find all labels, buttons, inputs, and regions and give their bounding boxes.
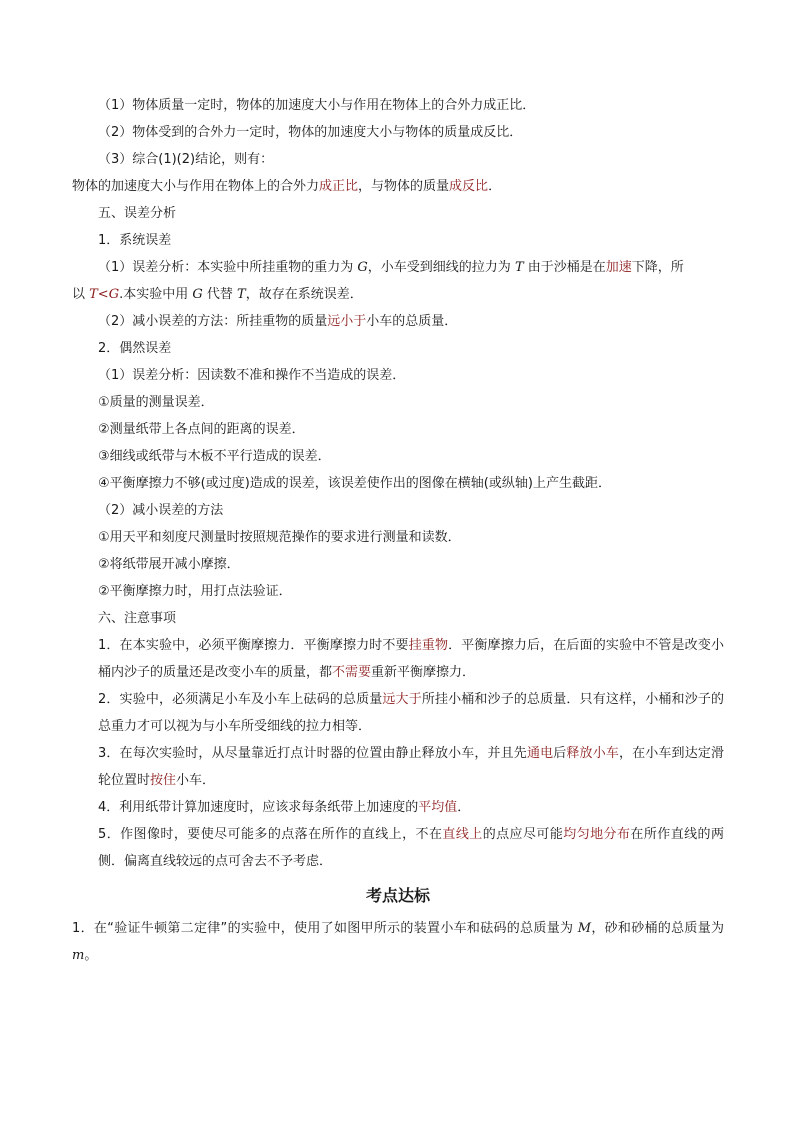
var-t: T (237, 287, 246, 302)
exam-section-title: 考点达标 (365, 886, 430, 905)
text: ，砂和砂桶的总质量为 (591, 921, 724, 936)
var-t: T (514, 260, 524, 275)
text: 所挂小桶和沙子的总质量．只有这样，小桶和沙子的总重力才可以视为与小车所受细线的拉力相等． (98, 692, 724, 734)
text: 的点应尽可能 (482, 827, 564, 842)
text: 1．在“验证牛顿第二定律”的实验中，使用了如图甲所示的装置小车和砝码的总质量为 (72, 921, 578, 936)
highlight: 远小于 (327, 314, 367, 329)
inequality: T<G (89, 287, 120, 302)
systematic-error-analysis (72, 254, 724, 281)
highlight: 不需要 (332, 665, 372, 680)
conclusion-4 (72, 173, 724, 200)
accidental-method-1: ①用天平和刻度尺测量时按照规范操作的要求进行测量和读数． (98, 530, 461, 545)
question-1 (72, 915, 724, 969)
highlight: 成正比 (319, 179, 359, 194)
highlight: 按住 (150, 773, 177, 788)
note-5 (72, 821, 724, 875)
text: 以 (72, 287, 90, 302)
text: （1）误差分析：本实验中所挂重物的重力为 (98, 260, 358, 275)
systematic-error-title: 1．系统误差 (98, 233, 172, 248)
accidental-error-item-4: ④平衡摩擦力不够(或过度)造成的误差，该误差使作出的图像在横轴(或纵轴)上产生截距． (98, 476, 611, 491)
highlight: 均匀地分布 (563, 827, 631, 842)
highlight: 平均值 (418, 800, 458, 815)
accidental-method-2: ②将纸带展开减小摩擦． (98, 557, 240, 572)
text: 由于沙桶是在 (523, 260, 606, 275)
text: ． (488, 179, 502, 194)
note-3 (72, 740, 724, 794)
accidental-error-analysis: （1）误差分析：因读数不准和操作不当造成的误差． (98, 368, 406, 383)
accidental-error-item-1: ①质量的测量误差． (98, 395, 214, 410)
var-m: M (577, 921, 592, 936)
systematic-error-method (72, 308, 724, 335)
text: 小车的总质量． (366, 314, 458, 329)
text: ，与物体的质量 (358, 179, 450, 194)
text: ． (457, 800, 471, 815)
conclusion-2: （2）物体受到的合外力一定时，物体的加速度大小与物体的质量成反比． (98, 125, 523, 140)
text: ，在小车到达定滑轮位置时 (98, 746, 724, 788)
text: 2．实验中，必须满足小车及小车上砝码的总质量 (98, 692, 383, 707)
var-m-small: m (72, 948, 85, 963)
section-5-title: 五、误差分析 (98, 206, 177, 221)
highlight: 远大于 (382, 692, 422, 707)
highlight: 加速 (605, 260, 632, 275)
text: 在所作直线的两侧．偏离直线较远的点可舍去不予考虑． (98, 827, 724, 869)
text: 5．作图像时，要使尽可能多的点落在所作的直线上，不在 (98, 827, 443, 842)
text: （2）减小误差的方法：所挂重物的质量 (98, 314, 328, 329)
text: 4．利用纸带计算加速度时，应该求每条纸带上加速度的 (98, 800, 419, 815)
conclusion-3: （3）综合(1)(2)结论，则有： (98, 152, 274, 167)
text: ，故存在系统误差． (245, 287, 363, 302)
section-6-title: 六、注意事项 (98, 611, 177, 626)
text: 3．在每次实验时，从尽量靠近打点计时器的位置由静止释放小车，并且先 (98, 746, 527, 761)
text: 下降，所 (631, 260, 684, 275)
text: 。 (84, 948, 98, 963)
var-g: G (192, 287, 203, 302)
conclusion-1: （1）物体质量一定时，物体的加速度大小与作用在物体上的合外力成正比． (98, 98, 536, 113)
text: 物体的加速度大小与作用在物体上的合外力 (72, 179, 320, 194)
note-4 (72, 794, 724, 821)
note-1 (72, 632, 724, 686)
text: ．平衡摩擦力后，在后面的实验中不管是改变小桶内沙子的质量还是改变小车的质量，都 (98, 638, 724, 680)
text: 代替 (202, 287, 238, 302)
accidental-error-item-3: ③细线或纸带与木板不平行造成的误差． (98, 449, 331, 464)
text: 1．在本实验中，必须平衡摩擦力．平衡摩擦力时不要 (98, 638, 409, 653)
highlight: 直线上 (442, 827, 483, 842)
highlight: 成反比 (449, 179, 489, 194)
text: 重新平衡摩擦力． (371, 665, 476, 680)
highlight: 通电 (526, 746, 554, 761)
accidental-error-item-2: ②测量纸带上各点间的距离的误差． (98, 422, 305, 437)
note-2 (72, 686, 724, 740)
document-body (72, 92, 724, 969)
systematic-error-analysis-cont (72, 281, 724, 308)
text: ，小车受到细线的拉力为 (367, 260, 515, 275)
accidental-error-title: 2．偶然误差 (98, 341, 172, 356)
var-g: G (357, 260, 368, 275)
highlight: 挂重物 (408, 638, 449, 653)
text: .本实验中用 (119, 287, 193, 302)
text: 小车． (176, 773, 216, 788)
accidental-error-method: （2）减小误差的方法 (98, 503, 224, 518)
highlight: 释放小车 (566, 746, 619, 761)
text: 后 (553, 746, 567, 761)
accidental-method-3: ②平衡摩擦力时，用打点法验证． (98, 584, 292, 599)
